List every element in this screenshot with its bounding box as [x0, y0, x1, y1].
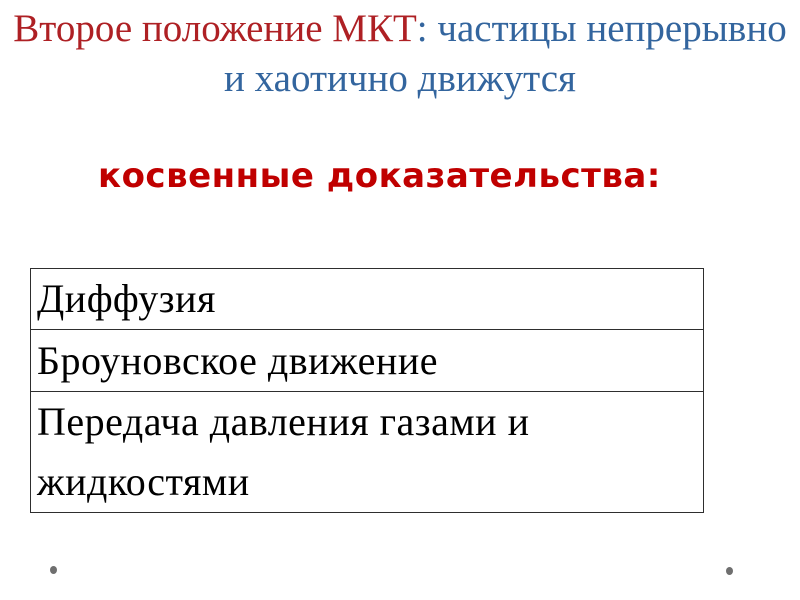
table-cell-brownian-motion: Броуновское движение: [31, 330, 704, 392]
title-red-segment: Второе положение МКТ: [13, 7, 417, 50]
evidence-table: [30, 268, 704, 513]
bullet-dot-left-icon: [50, 566, 57, 574]
bullet-dot-right-icon: [726, 567, 733, 575]
table-row: [31, 392, 704, 513]
table-row: [31, 269, 704, 330]
title-line2: и хаотично движутся: [224, 57, 576, 100]
table-cell-pressure-transfer: Передача давления газами и жидкостями: [31, 392, 704, 513]
table-cell-diffusion: Диффузия: [31, 269, 704, 330]
table-row: [31, 330, 704, 392]
slide-title: [0, 4, 800, 104]
subtitle-indirect-evidence: косвенные доказательства:: [98, 156, 661, 196]
title-blue-segment: : частицы непрерывно: [416, 7, 787, 50]
